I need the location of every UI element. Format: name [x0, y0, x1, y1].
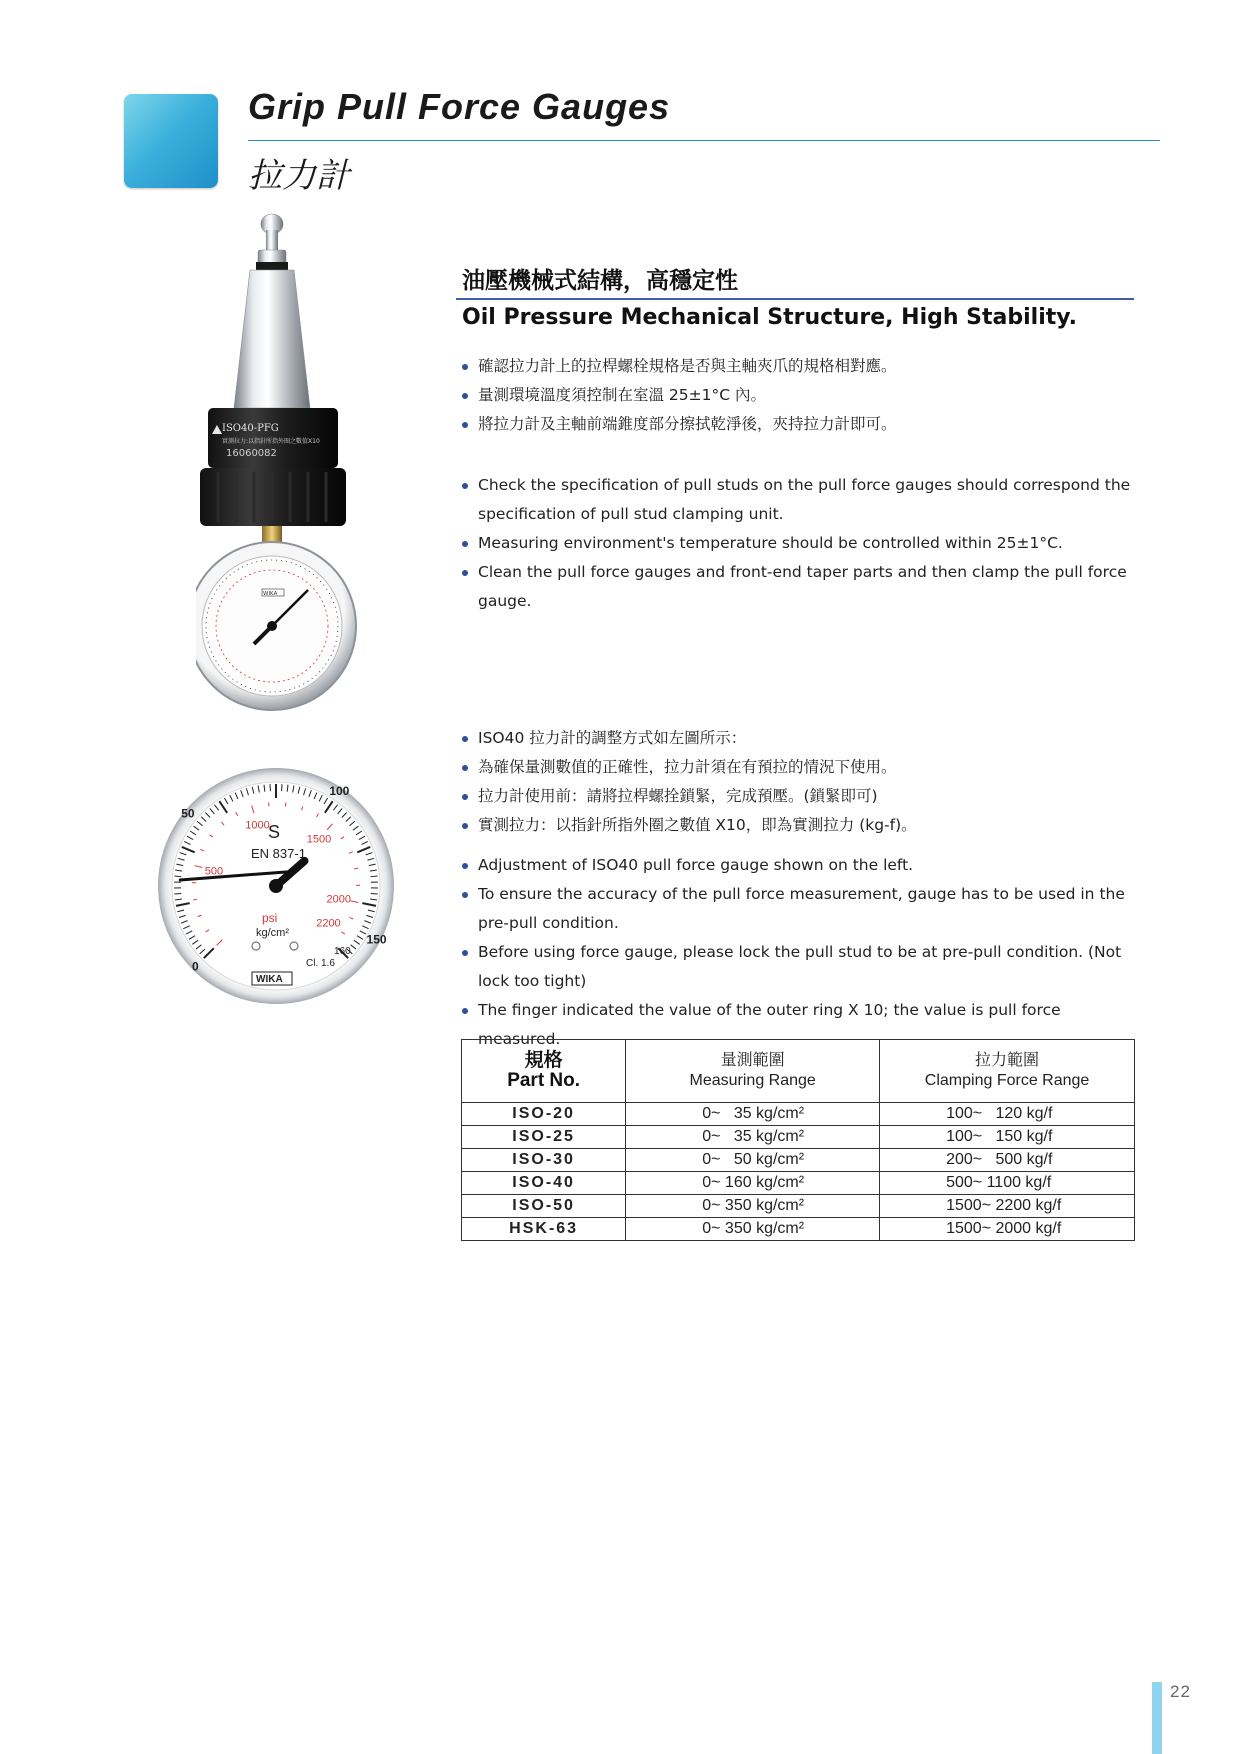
section-divider — [456, 298, 1134, 300]
gauge-inner-label: 2000 — [326, 893, 351, 906]
gauge-inner-label: 1000 — [245, 819, 270, 832]
gauge-inner-label: 2200 — [316, 917, 341, 930]
gauge-class: Cl. 1.6 — [306, 958, 335, 969]
page-number-bar — [1152, 1682, 1162, 1754]
cell-force: 1500~ 2000 kg/f — [880, 1218, 1135, 1241]
list-item: 量測環境溫度須控制在室溫 25±1°C 內。 — [462, 381, 1142, 410]
title-divider — [248, 140, 1160, 141]
header-clamping-force: 拉力範圍 Clamping Force Range — [880, 1040, 1135, 1103]
bullet-list-chinese-1 — [462, 352, 1142, 439]
table-row — [462, 1149, 1135, 1172]
gauge-unit-psi: psi — [262, 911, 278, 925]
list-item: To ensure the accuracy of the pull force measurement, gauge has to be used in the pre-pull condition. — [462, 880, 1142, 938]
gauge-unit-kg: kg/cm² — [256, 927, 289, 939]
body-label-model: ISO40-PFG — [222, 423, 279, 434]
cell-part-no: ISO-40 — [462, 1172, 626, 1195]
list-item: Adjustment of ISO40 pull force gauge shown on the left. — [462, 851, 1142, 880]
section-heading: Oil Pressure Mechanical Structure, High Stability. — [462, 305, 1077, 330]
cell-force: 100~ 150 kg/f — [880, 1126, 1135, 1149]
header-part-no: 規格 Part No. — [462, 1040, 626, 1103]
small-dial-brand: WIKA — [263, 591, 278, 597]
gauge-center-letter: S — [268, 822, 281, 842]
gauge-dial-closeup — [156, 766, 396, 1006]
gauge-max-mark: 160 — [334, 946, 351, 957]
gauge-inner-label: 1500 — [306, 833, 332, 846]
list-item: 拉力計使用前：請將拉桿螺拴鎖緊，完成預壓。(鎖緊即可) — [462, 782, 1142, 811]
cell-range: 0~ 350 kg/cm² — [626, 1218, 880, 1241]
cell-range: 0~ 35 kg/cm² — [626, 1103, 880, 1126]
table-row — [462, 1126, 1135, 1149]
cell-force: 100~ 120 kg/f — [880, 1103, 1135, 1126]
cell-range: 0~ 35 kg/cm² — [626, 1126, 880, 1149]
cell-force: 200~ 500 kg/f — [880, 1149, 1135, 1172]
pull-force-gauge-photo — [196, 212, 376, 722]
page-title: Grip Pull Force Gauges — [248, 86, 671, 127]
cell-part-no: HSK-63 — [462, 1218, 626, 1241]
table-row — [462, 1195, 1135, 1218]
cell-range: 0~ 350 kg/cm² — [626, 1195, 880, 1218]
list-item: 將拉力計及主軸前端錐度部分擦拭乾淨後，夾持拉力計即可。 — [462, 410, 1142, 439]
table-row — [462, 1172, 1135, 1195]
list-item: Check the specification of pull studs on the pull force gauges should correspond the specification of pull stud clamping unit. — [462, 471, 1142, 529]
table-row — [462, 1103, 1135, 1126]
bullet-list-english-2 — [462, 851, 1142, 1054]
cell-part-no: ISO-25 — [462, 1126, 626, 1149]
list-item: 實測拉力：以指針所指外圈之數值 X10，即為實測拉力 (kg-f)。 — [462, 811, 1142, 840]
gauge-tick — [174, 893, 181, 894]
page-number: 22 — [1170, 1682, 1191, 1701]
table-row — [462, 1218, 1135, 1241]
section-heading-chinese: 油壓機械式結構，高穩定性 — [462, 268, 738, 294]
gauge-outer-label: 0 — [192, 959, 199, 974]
cell-force: 1500~ 2200 kg/f — [880, 1195, 1135, 1218]
header-measuring-range: 量測範圍 Measuring Range — [626, 1040, 880, 1103]
list-item: Before using force gauge, please lock the pull stud to be at pre-pull condition. (Not lock too tight) — [462, 938, 1142, 996]
page-title-chinese: 拉力計 — [248, 156, 350, 196]
gauge-tick — [371, 876, 378, 877]
gauge-red-tick — [193, 899, 197, 900]
bullet-list-chinese-2 — [462, 724, 1142, 840]
gauge-outer-label: 50 — [181, 806, 195, 821]
cell-part-no: ISO-50 — [462, 1195, 626, 1218]
list-item: 為確保量測數值的正確性，拉力計須在有預拉的情況下使用。 — [462, 753, 1142, 782]
gauge-needle-hub — [269, 879, 283, 893]
body-label-note: 實測拉力:以指針所指外圈之數值X10 — [222, 438, 320, 445]
cell-part-no: ISO-20 — [462, 1103, 626, 1126]
list-item: Measuring environment's temperature should be controlled within 25±1°C. — [462, 529, 1142, 558]
gauge-outer-label: 150 — [366, 932, 387, 947]
gauge-brand: WIKA — [256, 974, 283, 985]
gauge-tick — [174, 876, 181, 877]
list-item: The finger indicated the value of the outer ring X 10; the value is pull force measured. — [462, 996, 1142, 1054]
cell-range: 0~ 160 kg/cm² — [626, 1172, 880, 1195]
gauge-inner-label: 500 — [204, 865, 224, 878]
cell-force: 500~ 1100 kg/f — [880, 1172, 1135, 1195]
cell-range: 0~ 50 kg/cm² — [626, 1149, 880, 1172]
list-item: 確認拉力計上的拉桿螺栓規格是否與主軸夾爪的規格相對應。 — [462, 352, 1142, 381]
bullet-list-english-1 — [462, 471, 1142, 616]
gauge-tick — [371, 893, 378, 894]
gauge-outer-label: 100 — [329, 784, 350, 799]
list-item: Clean the pull force gauges and front-end taper parts and then clamp the pull force gauge. — [462, 558, 1142, 616]
list-item: ISO40 拉力計的調整方式如左圖所示： — [462, 724, 1142, 753]
spec-table — [461, 1039, 1135, 1241]
body-label-serial: 16060082 — [226, 448, 277, 459]
header-blue-square — [124, 94, 218, 188]
table-header-row — [462, 1040, 1135, 1103]
cell-part-no: ISO-30 — [462, 1149, 626, 1172]
gauge-standard: EN 837-1 — [251, 846, 306, 861]
